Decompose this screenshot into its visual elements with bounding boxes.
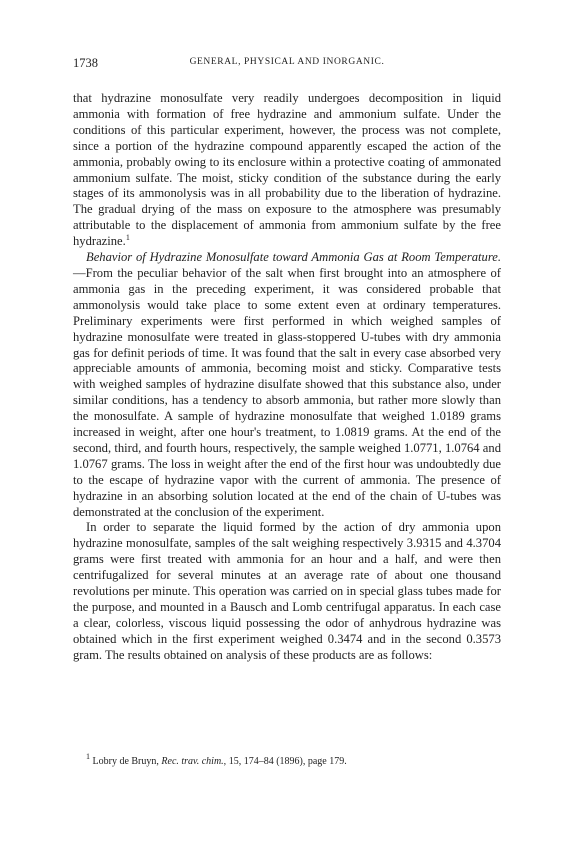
body-text (73, 91, 501, 664)
footnote (73, 752, 501, 768)
footnote-author: Lobry de Bruyn, (92, 756, 159, 767)
section-heading: Behavior of Hydrazine Monosulfate toward Ammonia Gas at Room Temperature. (86, 250, 501, 265)
paragraph (73, 250, 501, 520)
footnote-journal: Rec. trav. chim., (161, 756, 227, 767)
footnote-ref: 1 (125, 233, 130, 243)
page-number: 1738 (73, 56, 98, 70)
footnote-citation: 15, 174–84 (1896), page 179. (228, 756, 347, 767)
running-title: GENERAL, PHYSICAL AND INORGANIC. (189, 57, 385, 67)
footnote-marker: 1 (86, 752, 90, 761)
page-header (73, 56, 501, 74)
paragraph-text: that hydrazine monosulfate very readily undergoes decomposition in liquid ammonia with formation of free hydrazine and ammonium sulfate. Under the conditions of this particular experiment, however, the process was not complete, since a portion of the hydrazine compound apparently escaped the action of the ammonia, probably owing to its enclosure within a protective coating of ammonated ammonium sulfate. The moist, sticky condition of the substance during the early stages of its ammonolysis was in all probability due to the liberation of hydrazine. The gradual drying of the mass on exposure to the atmosphere was presumably attributable to the displacement of ammonia from ammonium sulfate by the free hydrazine. (73, 91, 501, 249)
paragraph (73, 520, 501, 663)
paragraph (73, 91, 501, 250)
paragraph-text: —From the peculiar behavior of the salt when first brought into an atmosphere of ammonia gas in the preceding experiment, it was considered probable that ammonolysis would take place to some extent even at ordinary temperatures. Preliminary experiments were first performed in which weighed samples of hydrazine monosulfate were treated in glass-stoppered U-tubes with dry ammonia gas for definit periods of time. It was found that the salt in every case absorbed very appreciable amounts of ammonia, becoming moist and sticky. Comparative tests with weighed samples of hydrazine disulfate showed that this substance also, under similar conditions, has a tendency to absorb ammonia, but rather more slowly than the monosulfate. A sample of hydrazine monosulfate that weighed 1.0189 grams increased in weight, after one hour's treatment, to 1.0819 grams. At the end of the second, third, and fourth hours, respectively, the sample weighed 1.0771, 1.0764 and 1.0767 grams. The loss in weight after the end of the first hour was undoubtedly due to the escape of hydrazine vapor with the current of ammonia. The presence of hydrazine in an absorbing solution located at the end of the chain of U-tubes was demonstrated at the conclusion of the experiment. (73, 265, 501, 519)
paragraph-text: In order to separate the liquid formed by the action of dry ammonia upon hydrazine monosulfate, samples of the salt weighing respectively 3.9315 and 4.3704 grams were first treated with ammonia for an hour and a half, and were then centrifugalized for several minutes at an average rate of about one thousand revolutions per minute. This operation was carried on in special glass tubes made for the purpose, and mounted in a Bausch and Lomb centrifugal apparatus. In each case a clear, colorless, viscous liquid possessing the odor of anhydrous hydrazine was obtained which in the first experiment weighed 0.3474 and in the second 0.3573 gram. The results obtained on analysis of these products are as follows: (73, 520, 501, 662)
